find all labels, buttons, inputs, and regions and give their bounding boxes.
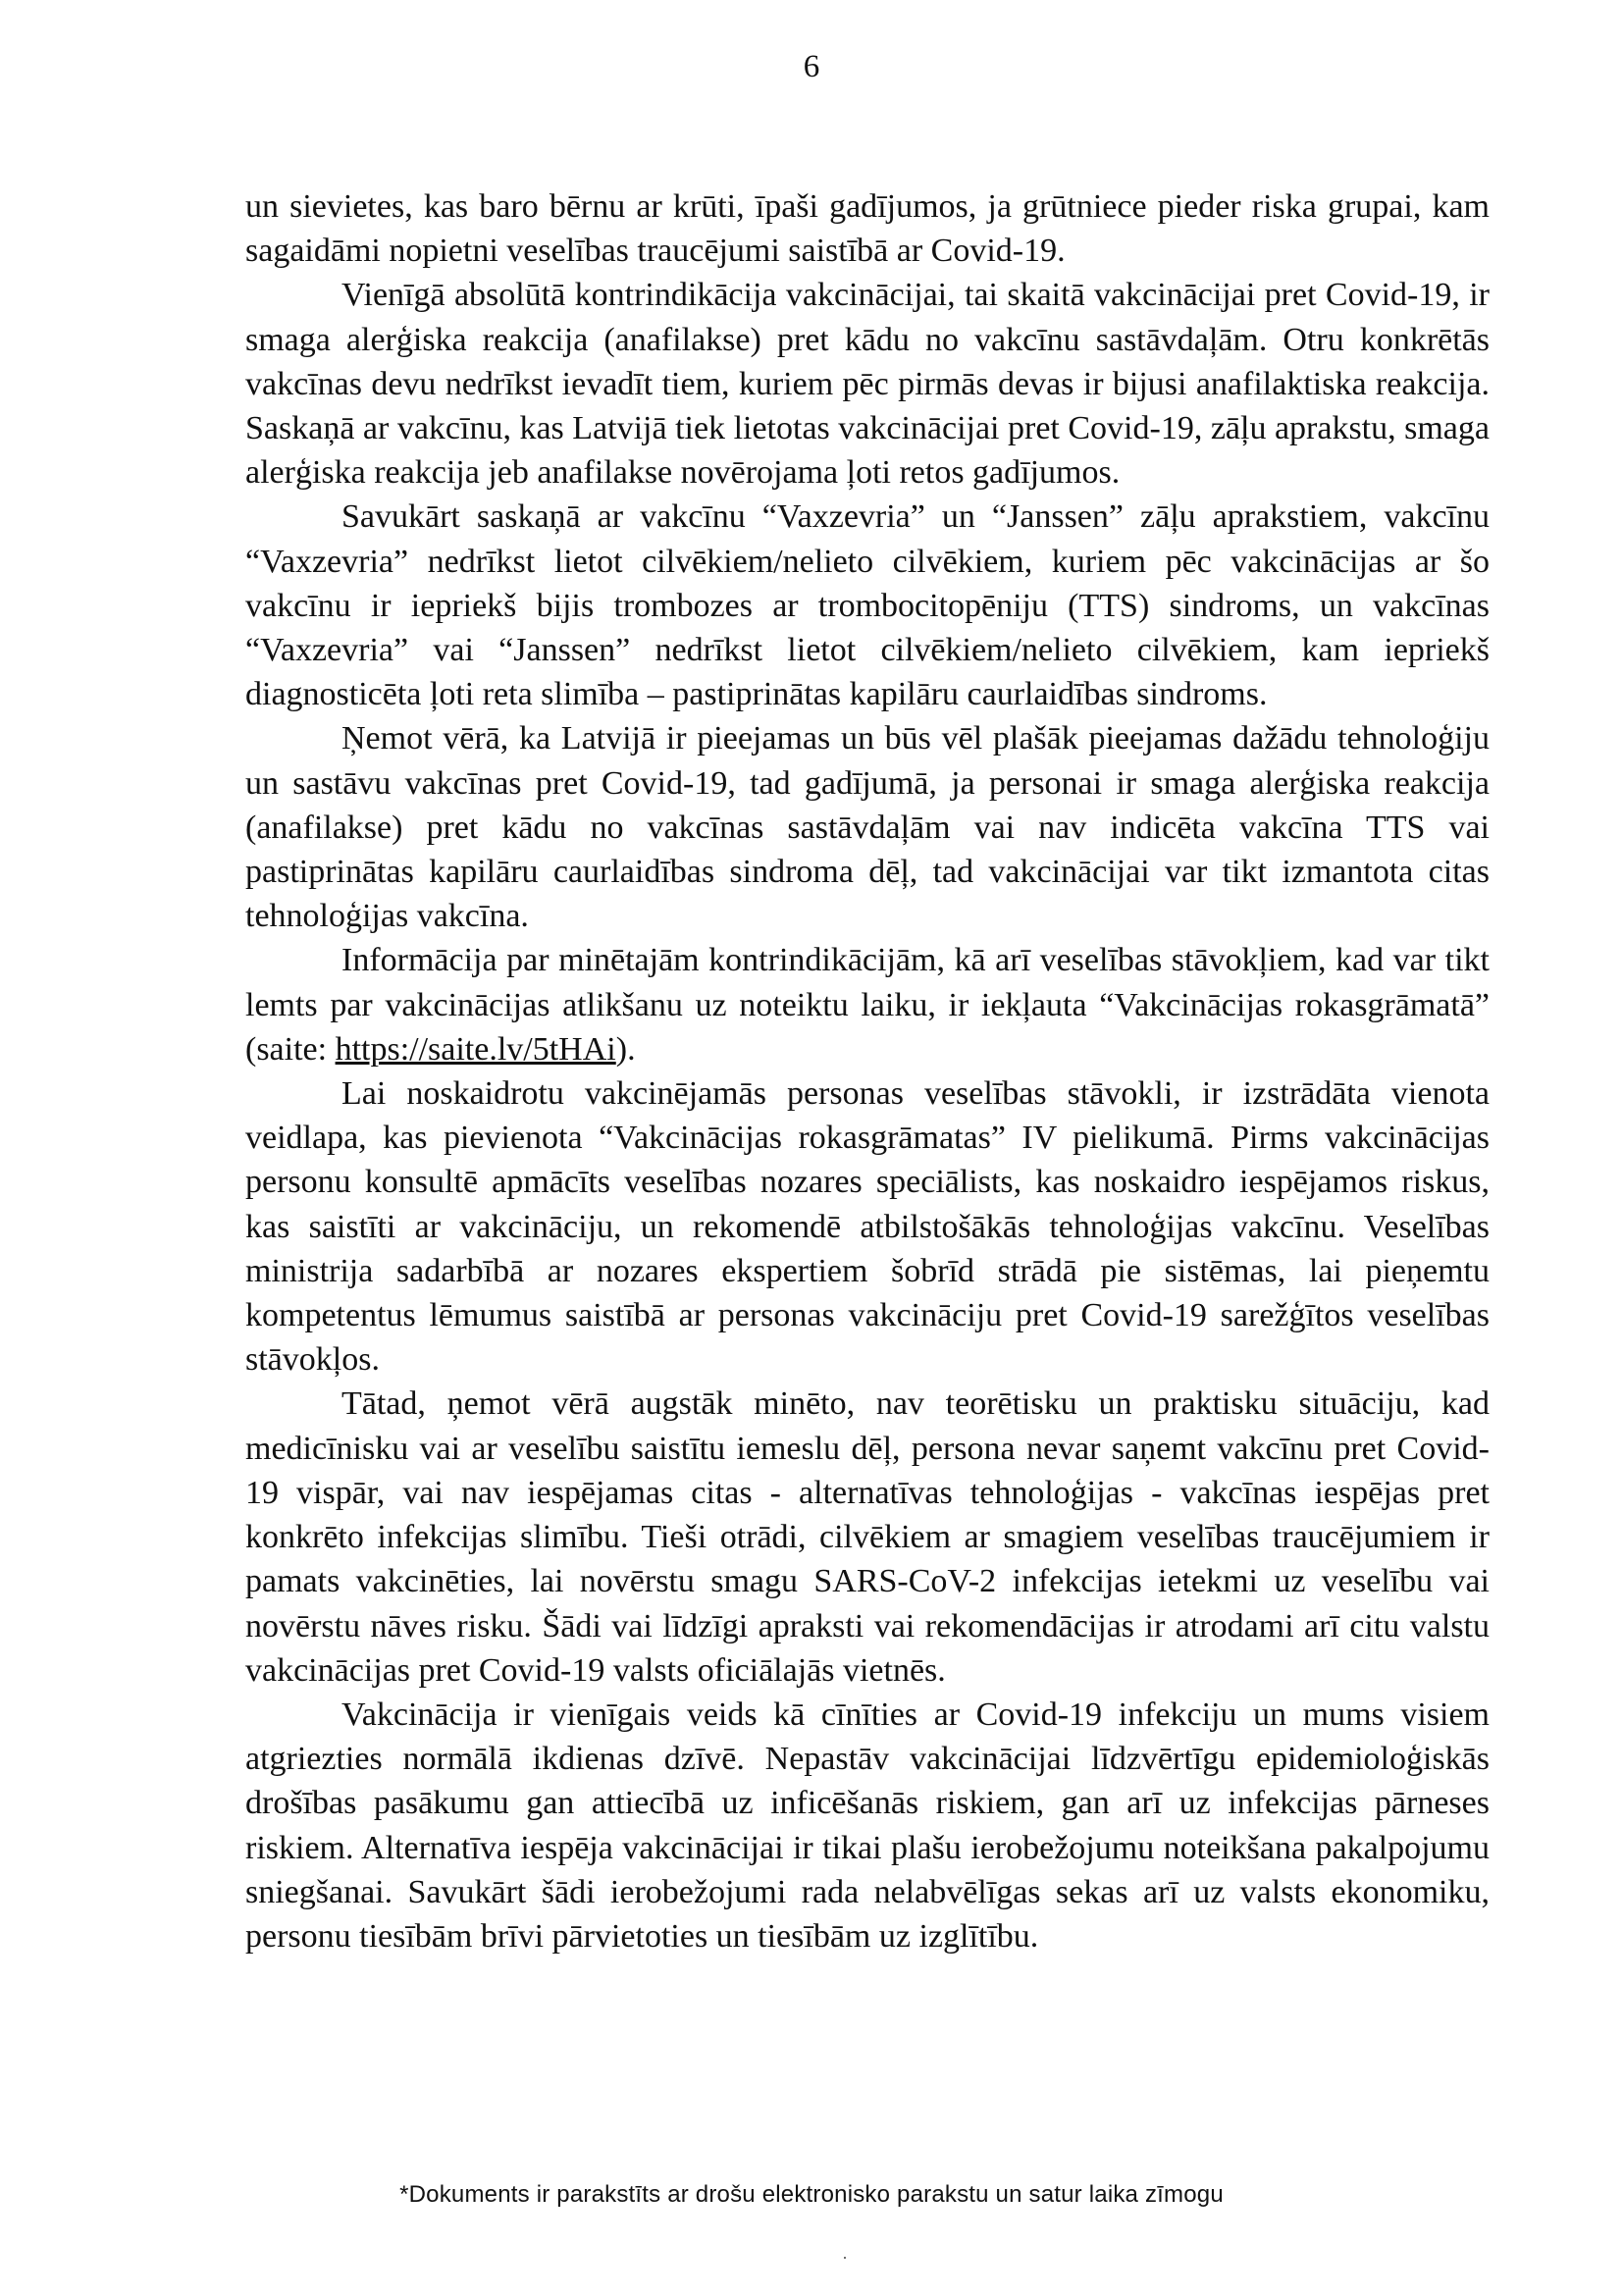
paragraph-4: Ņemot vērā, ka Latvijā ir pieejamas un būs vēl plašāk pieejamas dažādu tehnoloģiju un sastāvu vakcīnas pret Covid-19, tad gadījumā, ja personai ir smaga alerģiska reakcija (anafilakse) pret kādu no vakcīnas sastāvdaļām vai nav indicēta vakcīna TTS vai pastiprinātas kapilāru caurlaidības sindroma dēļ, tad vakcinācijai var tikt izmantota citas tehnoloģijas vakcīna. [245, 720, 1490, 935]
paragraph-2: Vienīgā absolūtā kontrindikācija vakcinācijai, tai skaitā vakcinācijai pret Covid-19, ir smaga alerģiska reakcija (anafilakse) pret kādu no vakcīnu sastāvdaļām. Otru konkrētās vakcīnas devu nedrīkst ievadīt tiem, kuriem pēc pirmās devas ir bijusi anafilaktiska reakcija. Saskaņā ar vakcīnu, kas Latvijā tiek lietotas vakcinācijai pret Covid-19, zāļu aprakstu, smaga alerģiska reakcija jeb anafilakse novērojama ļoti retos gadījumos. [245, 277, 1490, 492]
paragraph-5 [245, 938, 1490, 1071]
paragraph-8: Vakcinācija ir vienīgais veids kā cīnīties ar Covid-19 infekciju un mums visiem atgriezties normālā ikdienas dzīvē. Nepastāv vakcinācijai līdzvērtīgu epidemioloģiskās drošības pasākumu gan attiecībā uz inficēšanās riskiem, gan arī uz infekcijas pārneses riskiem. Alternatīva iespēja vakcinācijai ir tikai plašu ierobežojumu noteikšana pakalpojumu sniegšanai. Savukārt šādi ierobežojumi rada nelabvēlīgas sekas arī uz valsts ekonomiku, personu tiesībām brīvi pārvietoties un tiesībām uz izglītību. [245, 1696, 1490, 1955]
rokasgramata-link[interactable]: https://saite.lv/5tHAi [335, 1030, 616, 1068]
paragraph-5-text-before-link: Informācija par minētajām kontrindikācijām, kā arī veselības stāvokļiem, kad var tikt lemts par vakcinācijas atlikšanu uz noteiktu laiku, ir iekļauta “Vakcinācijas rokasgrāmatā” (saite: [245, 942, 1490, 1068]
paragraph-3: Savukārt saskaņā ar vakcīnu “Vaxzevria” un “Janssen” zāļu aprakstiem, vakcīnu “Vaxzevria” nedrīkst lietot cilvēkiem/nelieto cilvēkiem, kuriem pēc vakcinācijas ar šo vakcīnu ir iepriekš bijis trombozes ar trombocitopēniju (TTS) sindroms, un vakcīnas “Vaxzevria” vai “Janssen” nedrīkst lietot cilvēkiem/nelieto cilvēkiem, kam iepriekš diagnosticēta ļoti reta slimība – pastiprinātas kapilāru caurlaidības sindroms. [245, 498, 1490, 713]
document-body [245, 184, 1490, 1958]
paragraph-6: Lai noskaidrotu vakcinējamās personas veselības stāvokli, ir izstrādāta vienota veidlapa, kas pievienota “Vakcinācijas rokasgrāmatas” IV pielikumā. Pirms vakcinācijas personu konsultē apmācīts veselības nozares speciālists, kas noskaidro iespējamos riskus, kas saistīti ar vakcināciju, un rekomendē atbilstošākās tehnoloģijas vakcīnu. Veselības ministrija sadarbībā ar nozares ekspertiem šobrīd strādā pie sistēmas, lai pieņemtu kompetentus lēmumus saistībā ar personas vakcināciju pret Covid-19 sarežģītos veselības stāvokļos. [245, 1075, 1490, 1379]
paragraph-1: un sievietes, kas baro bērnu ar krūti, īpaši gadījumos, ja grūtniece pieder riska grupai, kam sagaidāmi nopietni veselības traucējumi saistībā ar Covid-19. [245, 188, 1490, 270]
paragraph-5-text-after-link: ). [615, 1030, 636, 1068]
scan-artifact: · [842, 2247, 848, 2267]
page-number: 6 [803, 49, 820, 84]
paragraph-7: Tātad, ņemot vērā augstāk minēto, nav teorētisku un praktisku situāciju, kad medicīnisku vai ar veselību saistītu iemeslu dēļ, persona nevar saņemt vakcīnu pret Covid-19 vispār, vai nav iespējamas citas - alternatīvas tehnoloģijas - vakcīnas iespējas pret konkrēto infekcijas slimību. Tieši otrādi, cilvēkiem ar smagiem veselības traucējumiem ir pamats vakcinēties, lai novērstu smagu SARS-CoV-2 infekcijas ietekmi uz veselību vai novērstu nāves risku. Šādi vai līdzīgi apraksti vai rekomendācijas ir atrodami arī citu valstu vakcinācijas pret Covid-19 valsts oficiālajās vietnēs. [245, 1385, 1490, 1689]
signature-note: *Dokuments ir parakstīts ar drošu elektronisko parakstu un satur laika zīmogu [399, 2181, 1224, 2208]
